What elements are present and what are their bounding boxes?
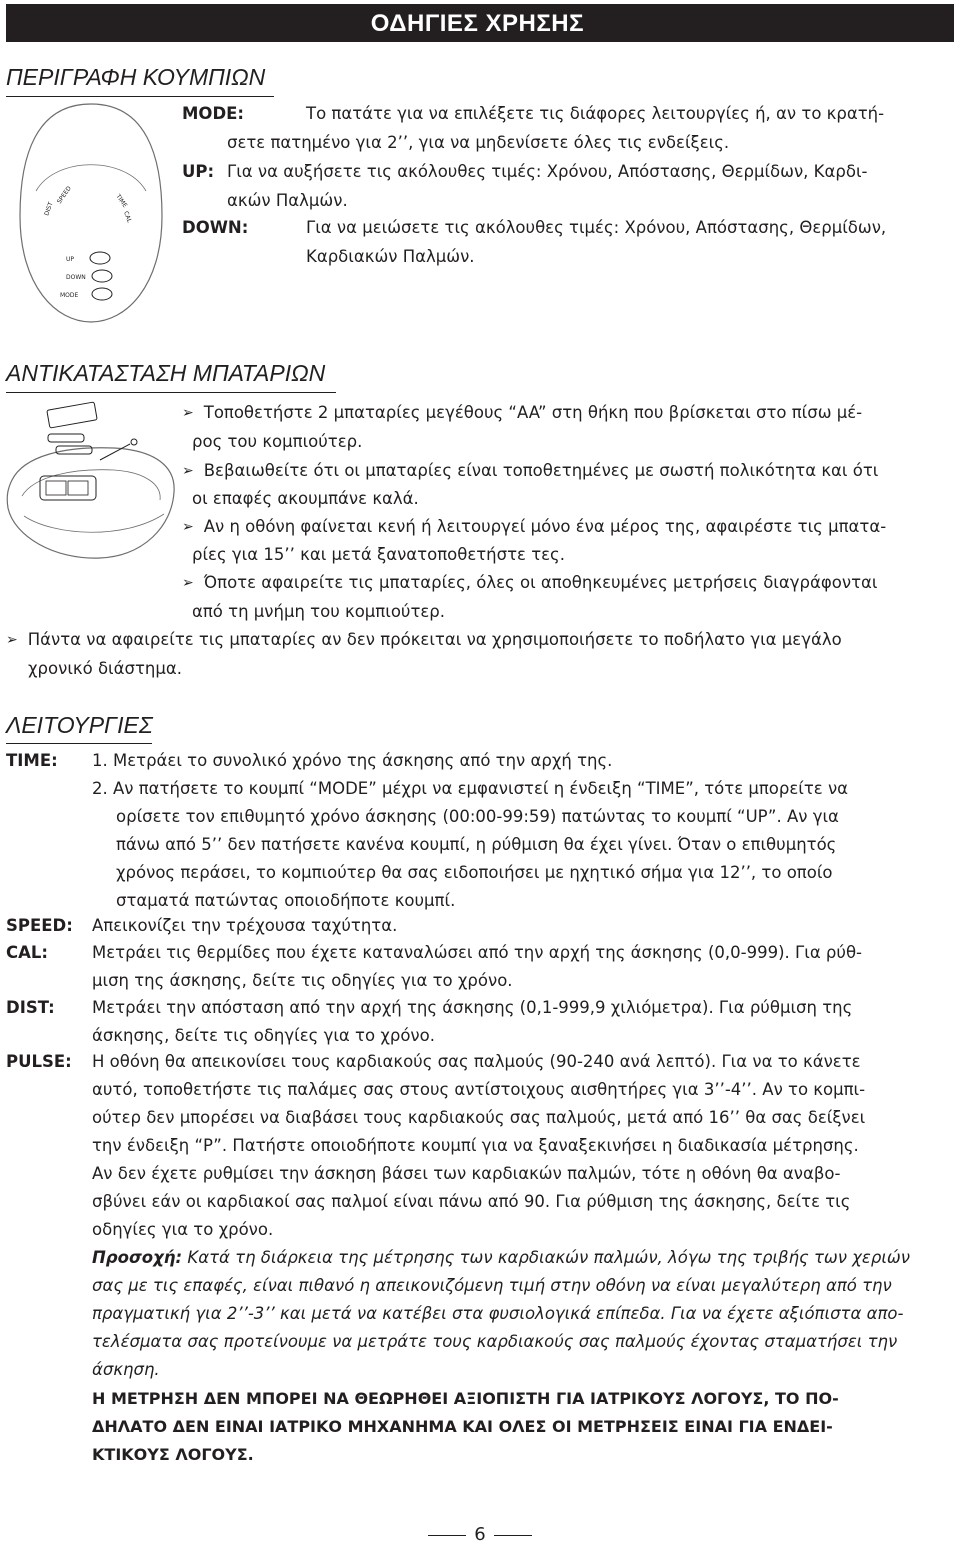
battery-compartment-illustration <box>4 396 180 566</box>
battery-bullet-3-line-1: ➢ Αν η οθόνη φαίνεται κενή ή λειτουργεί μόνο ένα μέρος της, αφαιρέστε τις μπατα- <box>182 517 887 536</box>
time-item-2-line-2: ορίσετε τον επιθυμητό χρόνο άσκησης (00:00-99:59) πατώντας το κουμπί “UP”. Αν για <box>116 807 839 826</box>
mode-desc-line-1: Το πατάτε για να επιλέξετε τις διάφορες λειτουργίες ή, αν το κρατή- <box>306 104 885 123</box>
console-front-illustration <box>16 96 166 328</box>
pulse-desc-line-6: σβύνει εάν οι καρδιακοί σας παλμοί είναι πάνω από 90. Για ρύθμιση της άσκησης, δείτε τις <box>92 1192 851 1211</box>
battery-bullet-5-line-1: ➢ Πάντα να αφαιρείτε τις μπαταρίες αν δεν πρόκειται να χρησιμοποιήσετε το ποδήλατο για μεγάλο <box>6 630 842 649</box>
battery-bullet-2-line-2: οι επαφές ακουμπάνε καλά. <box>192 489 419 508</box>
page-footer <box>0 1524 960 1545</box>
header-bar <box>6 4 954 42</box>
time-item-1: 1. Μετράει το συνολικό χρόνο της άσκησης από την αρχή της. <box>92 751 613 770</box>
up-desc-line-1: Για να αυξήσετε τις ακόλουθες τιμές: Χρόνου, Απόστασης, Θερμίδων, Καρδι- <box>227 162 868 181</box>
term-dist: DIST: <box>6 998 55 1017</box>
pulse-desc-line-2: αυτό, τοποθετήστε τις παλάμες σας στους αντίστοιχους αισθητήρες για 3’’-4’’. Αν το κομπι- <box>92 1080 866 1099</box>
battery-bullet-1-line-1: ➢ Τοποθετήστε 2 μπαταρίες μεγέθους “AA” στη θήκη που βρίσκεται στο πίσω μέ- <box>182 403 863 422</box>
section-rule <box>6 392 336 393</box>
figure-label-time: TIME <box>114 193 129 209</box>
term-cal: CAL: <box>6 943 48 962</box>
medical-disclaimer-line-3: ΚΤΙΚΟΥΣ ΛΟΓΟΥΣ. <box>92 1445 254 1464</box>
medical-disclaimer-line-1: Η ΜΕΤΡΗΣΗ ΔΕΝ ΜΠΟΡΕΙ ΝΑ ΘΕΩΡΗΘΕΙ ΑΞΙΟΠΙΣΤΗ ΓΙΑ ΙΑΤΡΙΚΟΥΣ ΛΟΓΟΥΣ, ΤΟ ΠΟ- <box>92 1389 839 1408</box>
down-desc-line-2: Καρδιακών Παλμών. <box>306 247 475 266</box>
cal-desc-line-1: Μετράει τις θερμίδες που έχετε καταναλώσει από την αρχή της άσκησης (0,0-999). Για ρύθ- <box>92 943 863 962</box>
battery-bullet-1-line-2: ρος του κομπιούτερ. <box>192 432 363 451</box>
pulse-desc-line-7: οδηγίες για το χρόνο. <box>92 1220 274 1239</box>
pulse-desc-line-5: Αν δεν έχετε ρυθμίσει την άσκηση βάσει των καρδιακών παλμών, τότε η οθόνη θα αναβο- <box>92 1164 841 1183</box>
figure-label-cal: CAL <box>122 210 133 224</box>
term-time: TIME: <box>6 751 58 770</box>
time-item-2-line-3: πάνω από 5’’ δεν πατήσετε κανένα κουμπί, η ρύθμιση θα έχει γίνει. Όταν ο επιθυμητός <box>116 835 837 854</box>
figure-mode-button <box>92 288 112 300</box>
down-desc-line-1: Για να μειώσετε τις ακόλουθες τιμές: Χρόνου, Απόστασης, Θερμίδων, <box>306 218 887 237</box>
pulse-desc-line-3: ούτερ δεν μπορέσει να διαβάσει τους καρδιακούς σας παλμούς, μετά από 16’’ θα σας δείξνει <box>92 1108 866 1127</box>
warning-line-3: πραγματική για 2’’-3’’ και μετά να κατέβει στα φυσιολογικά επίπεδα. Για να έχετε αξιόπιστα απο- <box>92 1304 904 1323</box>
battery-bullet-4-line-1: ➢ Όποτε αφαιρείτε τις μπαταρίες, όλες οι αποθηκευμένες μετρήσεις διαγράφονται <box>182 573 878 592</box>
warning-line-5: άσκηση. <box>92 1360 160 1379</box>
pulse-desc-line-1: Η οθόνη θα απεικονίσει τους καρδιακούς σας παλμούς (90-240 ανά λεπτό). Για να το κάνετε <box>92 1052 861 1071</box>
time-item-2-line-4: χρόνος περάσει, το κομπιούτερ θα σας ειδοποιήσει με ηχητικό σήμα για 12’’, το οποίο <box>116 863 833 882</box>
footer-dash <box>494 1535 532 1536</box>
speed-desc: Απεικονίζει την τρέχουσα ταχύτητα. <box>92 916 398 935</box>
battery-bullet-5-line-2: χρονικό διάστημα. <box>28 659 182 678</box>
dist-desc-line-2: άσκησης, δείτε τις οδηγίες για το χρόνο. <box>92 1026 435 1045</box>
term-up: UP: <box>182 162 215 181</box>
figure-label-speed: SPEED <box>55 185 73 206</box>
mode-desc-line-2: σετε πατημένο για 2’’, για να μηδενίσετε όλες τις ενδείξεις. <box>227 133 730 152</box>
figure-down-button <box>92 270 112 282</box>
term-speed: SPEED: <box>6 916 73 935</box>
dist-desc-line-1: Μετράει την απόσταση από την αρχή της άσκησης (0,1-999,9 χιλιόμετρα). Για ρύθμιση της <box>92 998 853 1017</box>
battery-bullet-4-line-2: από τη μνήμη του κομπιούτερ. <box>192 602 446 621</box>
term-down: DOWN: <box>182 218 249 237</box>
footer-dash <box>428 1535 466 1536</box>
cal-desc-line-2: μιση της άσκησης, δείτε τις οδηγίες για το χρόνο. <box>92 971 513 990</box>
figure-up-button <box>90 252 110 264</box>
section-title-buttons: ΠΕΡΙΓΡΑΦΗ ΚΟΥΜΠΙΩΝ <box>6 64 266 90</box>
battery-bullet-2-line-1: ➢ Βεβαιωθείτε ότι οι μπαταρίες είναι τοποθετημένες με σωστή πολικότητα και ότι <box>182 461 879 480</box>
section-title-batteries: ΑΝΤΙΚΑΤΑΣΤΑΣΗ ΜΠΑΤΑΡΙΩΝ <box>6 360 326 386</box>
time-item-2-line-5: σταματά πατώντας οποιοδήποτε κουμπί. <box>116 891 456 910</box>
section-rule <box>6 743 152 744</box>
up-desc-line-2: ακών Παλμών. <box>227 191 348 210</box>
figure-label-down: DOWN <box>66 274 86 281</box>
document-title: ΟΔΗΓΙΕΣ ΧΡΗΣΗΣ <box>370 10 584 37</box>
section-title-functions: ΛΕΙΤΟΥΡΓΙΕΣ <box>6 712 153 738</box>
figure-label-up: UP <box>66 256 75 263</box>
time-item-2-line-1: 2. Αν πατήσετε το κουμπί “MODE” μέχρι να εμφανιστεί η ένδειξη “TIME”, τότε μπορείτε να <box>92 779 849 798</box>
warning-line-4: τελέσματα σας προτείνουμε να μετράτε τους καρδιακούς σας παλμούς έχοντας σταματήσει την <box>92 1332 898 1351</box>
medical-disclaimer-line-2: ΔΗΛΑΤΟ ΔΕΝ ΕΙΝΑΙ ΙΑΤΡΙΚΟ ΜΗΧΑΝΗΜΑ ΚΑΙ ΟΛΕΣ ΟΙ ΜΕΤΡΗΣΕΙΣ ΕΙΝΑΙ ΓΙΑ ΕΝΔΕΙ- <box>92 1417 833 1436</box>
figure-label-dist: DIST <box>43 201 55 217</box>
warning-line-1: Προσοχή: Κατά τη διάρκεια της μέτρησης των καρδιακών παλμών, λόγω της τριβής των χεριών <box>92 1248 910 1267</box>
warning-line-2: σας με τις επαφές, είναι πιθανό η απεικονιζόμενη τιμή στην οθόνη να είναι μεγαλύτερη από την <box>92 1276 892 1295</box>
page-number: 6 <box>474 1524 486 1545</box>
figure-label-mode: MODE <box>60 292 79 299</box>
pulse-desc-line-4: την ένδειξη “P”. Πατήστε οποιοδήποτε κουμπί για να ξαναξεκινήσει η διαδικασία μέτρησης. <box>92 1136 859 1155</box>
warning-label: Προσοχή: <box>92 1248 183 1267</box>
battery-bullet-3-line-2: ρίες για 15’’ και μετά ξανατοποθετήστε τες. <box>192 545 565 564</box>
term-pulse: PULSE: <box>6 1052 72 1071</box>
term-mode: MODE: <box>182 104 245 123</box>
